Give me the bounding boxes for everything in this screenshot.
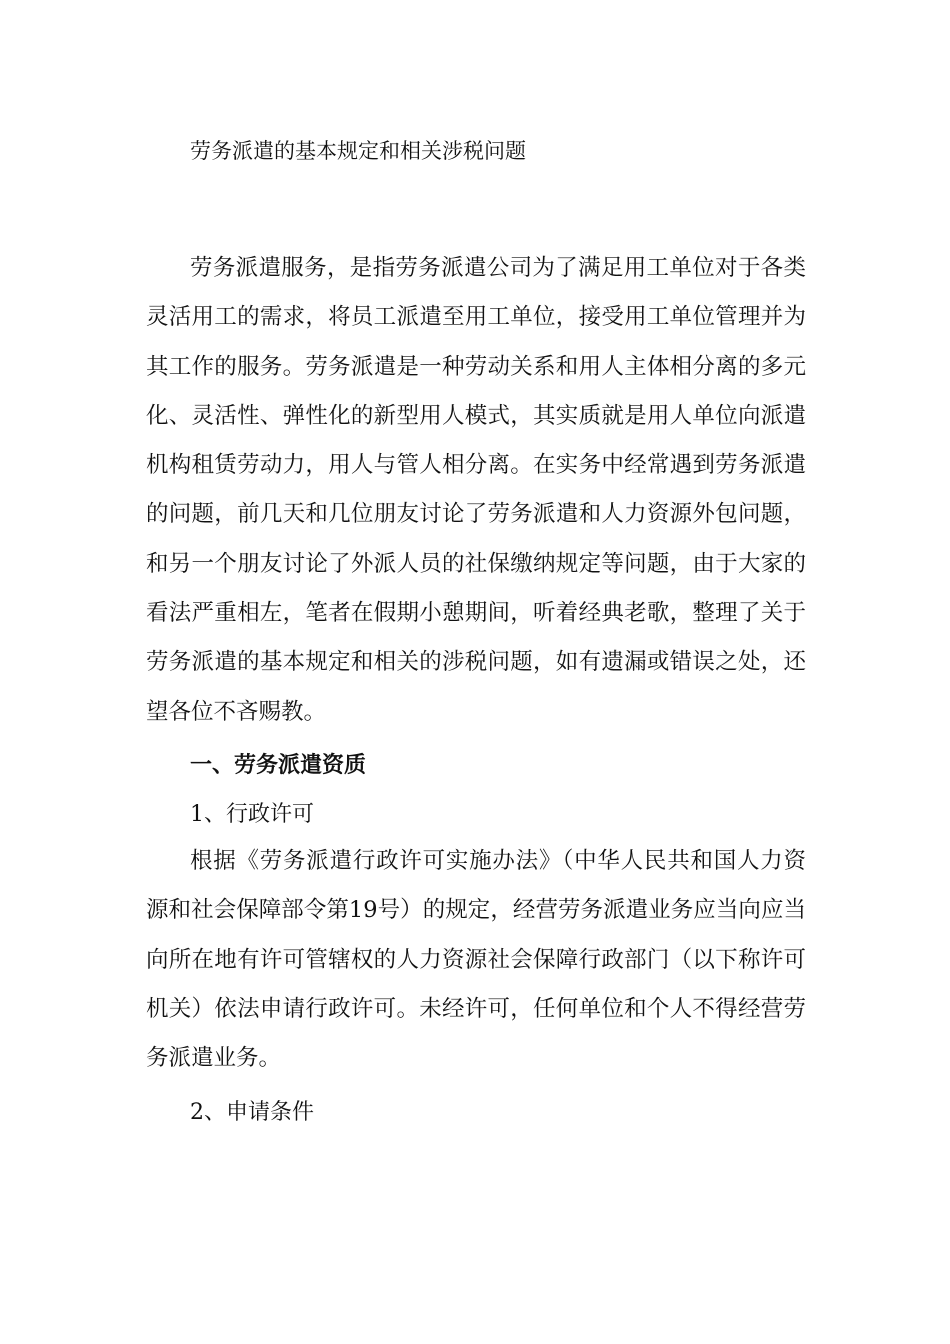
subsection-heading-administrative-permit: 1、行政许可 — [190, 802, 314, 827]
intro-paragraph: 劳务派遣服务，是指劳务派遣公司为了满足用工单位对于各类灵活用工的需求，将员工派遣至用工单位，接受用工单位管理并为其工作的服务。劳务派遣是一种劳动关系和用人主体相分离的多元化、灵活性、弹性化的新型用人模式，其实质就是用人单位向派遣机构租赁劳动力，用人与管人相分离。在实务中经常遇到劳务派遣的问题，前几天和几位朋友讨论了劳务派遣和人力资源外包问题，和另一个朋友讨论了外派人员的社保缴纳规定等问题，由于大家的看法严重相左，笔者在假期小憩期间，听着经典老歌，整理了关于劳务派遣的基本规定和相关的涉税问题，如有遗漏或错误之处，还望各位不吝赐教。 — [146, 255, 806, 725]
subsection-heading-application-conditions: 2、申请条件 — [190, 1100, 314, 1125]
permit-paragraph: 根据《劳务派遣行政许可实施办法》（中华人民共和国人力资源和社会保障部令第19号）的规定，经营劳务派遣业务应当向应当向所在地有许可管辖权的人力资源社会保障行政部门（以下称许可机关）依法申请行政许可。未经许可，任何单位和个人不得经营劳务派遣业务。 — [146, 848, 806, 1072]
section-heading-qualification: 一、劳务派遣资质 — [190, 752, 367, 778]
document-title: 劳务派遣的基本规定和相关涉税问题 — [190, 139, 526, 163]
